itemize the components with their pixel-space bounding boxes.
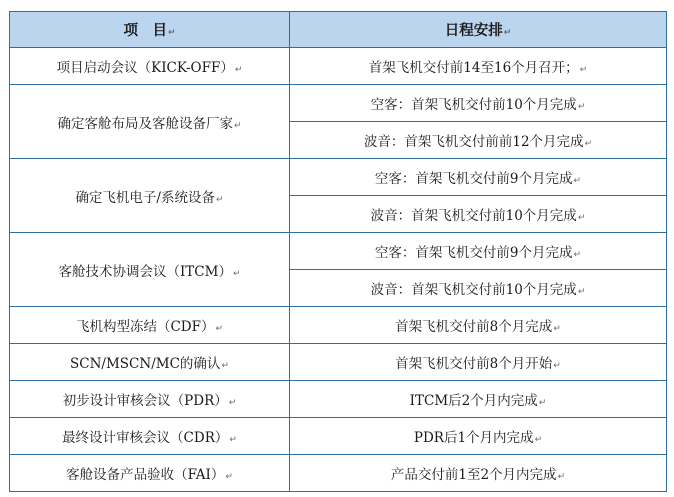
- table-row: [10, 381, 667, 418]
- paragraph-mark-icon: ↵: [503, 28, 512, 38]
- paragraph-mark-icon: ↵: [577, 213, 586, 223]
- schedule-cell: [290, 381, 667, 418]
- paragraph-mark-icon: ↵: [232, 268, 241, 279]
- table-row: [10, 85, 667, 122]
- item-cell: [10, 381, 290, 418]
- item-cell: [10, 344, 290, 381]
- schedule-text: ITCM后2个月内完成: [409, 393, 538, 409]
- schedule-cell: [290, 307, 667, 344]
- item-text: 飞机构型冻结（CDF）: [75, 319, 215, 335]
- item-text: 最终设计审核会议（CDR）: [62, 430, 229, 446]
- paragraph-mark-icon: ↵: [167, 28, 176, 38]
- item-cell: [10, 85, 290, 159]
- paragraph-mark-icon: ↵: [225, 472, 233, 482]
- paragraph-mark-icon: ↵: [228, 398, 237, 408]
- schedule-cell: [290, 48, 667, 85]
- schedule-text: 波音：首架飞机交付前10个月完成: [370, 208, 577, 224]
- schedule-text: 波音：首架飞机交付前前12个月完成: [363, 134, 584, 150]
- paragraph-mark-icon: ↵: [234, 65, 243, 75]
- schedule-cell: [290, 270, 667, 307]
- item-cell: [10, 233, 290, 307]
- schedule-cell: [290, 455, 667, 492]
- schedule-cell: [290, 122, 667, 159]
- schedule-text: 空客：首架飞机交付前9个月完成: [374, 245, 573, 261]
- schedule-text: 空客：首架飞机交付前9个月完成: [374, 171, 573, 187]
- item-text: 初步设计审核会议（PDR）: [62, 393, 228, 409]
- table-row: [10, 455, 667, 492]
- paragraph-mark-icon: ↵: [215, 324, 224, 334]
- item-cell: [10, 307, 290, 344]
- table-row: [10, 307, 667, 344]
- paragraph-mark-icon: ↵: [534, 435, 543, 445]
- schedule-text: 首架飞机交付前8个月开始: [395, 356, 553, 372]
- schedule-text: 产品交付前1至2个月内完成: [390, 467, 557, 483]
- item-text: SCN/MSCN/MC的确认: [70, 356, 221, 372]
- item-text: 确定飞机电子/系统设备: [75, 189, 215, 206]
- paragraph-mark-icon: ↵: [573, 250, 582, 260]
- item-text: 项目启动会议（KICK-OFF）: [56, 60, 234, 76]
- schedule-cell: [290, 85, 667, 122]
- paragraph-mark-icon: ↵: [584, 139, 593, 149]
- schedule-table: [9, 11, 667, 492]
- item-cell: [10, 455, 290, 492]
- schedule-text: PDR后1个月内完成: [413, 430, 534, 446]
- table-body: [10, 48, 667, 492]
- item-cell: [10, 418, 290, 455]
- item-cell: [10, 48, 290, 85]
- table-row: [10, 344, 667, 381]
- paragraph-mark-icon: ↵: [579, 65, 588, 75]
- schedule-cell: [290, 196, 667, 233]
- schedule-cell: [290, 233, 667, 270]
- schedule-cell: [290, 418, 667, 455]
- table-header-row: [10, 12, 667, 48]
- table-row: [10, 48, 667, 85]
- item-cell: [10, 159, 290, 233]
- header-schedule: 日程安排↵: [290, 12, 667, 48]
- paragraph-mark-icon: ↵: [573, 176, 582, 186]
- header-item: 项 目↵: [10, 12, 290, 48]
- schedule-text: 首架飞机交付前14至16个月召开；: [368, 60, 579, 76]
- paragraph-mark-icon: ↵: [233, 120, 242, 131]
- paragraph-mark-icon: ↵: [229, 435, 237, 445]
- paragraph-mark-icon: ↵: [553, 324, 561, 334]
- schedule-cell: [290, 344, 667, 381]
- paragraph-mark-icon: ↵: [553, 361, 561, 371]
- item-text: 客舱技术协调会议（ITCM）: [58, 263, 232, 280]
- table-row: [10, 418, 667, 455]
- table-row: [10, 233, 667, 270]
- table-row: [10, 159, 667, 196]
- schedule-cell: [290, 159, 667, 196]
- item-text: 客舱设备产品验收（FAI）: [66, 467, 225, 483]
- schedule-text: 首架飞机交付前8个月完成: [395, 319, 553, 335]
- paragraph-mark-icon: ↵: [557, 472, 566, 482]
- paragraph-mark-icon: ↵: [577, 102, 586, 112]
- schedule-text: 波音：首架飞机交付前10个月完成: [370, 282, 577, 298]
- schedule-text: 空客：首架飞机交付前10个月完成: [370, 97, 577, 113]
- paragraph-mark-icon: ↵: [538, 398, 547, 408]
- item-text: 确定客舱布局及客舱设备厂家: [57, 115, 233, 132]
- paragraph-mark-icon: ↵: [221, 361, 229, 371]
- paragraph-mark-icon: ↵: [577, 287, 586, 297]
- paragraph-mark-icon: ↵: [216, 194, 224, 205]
